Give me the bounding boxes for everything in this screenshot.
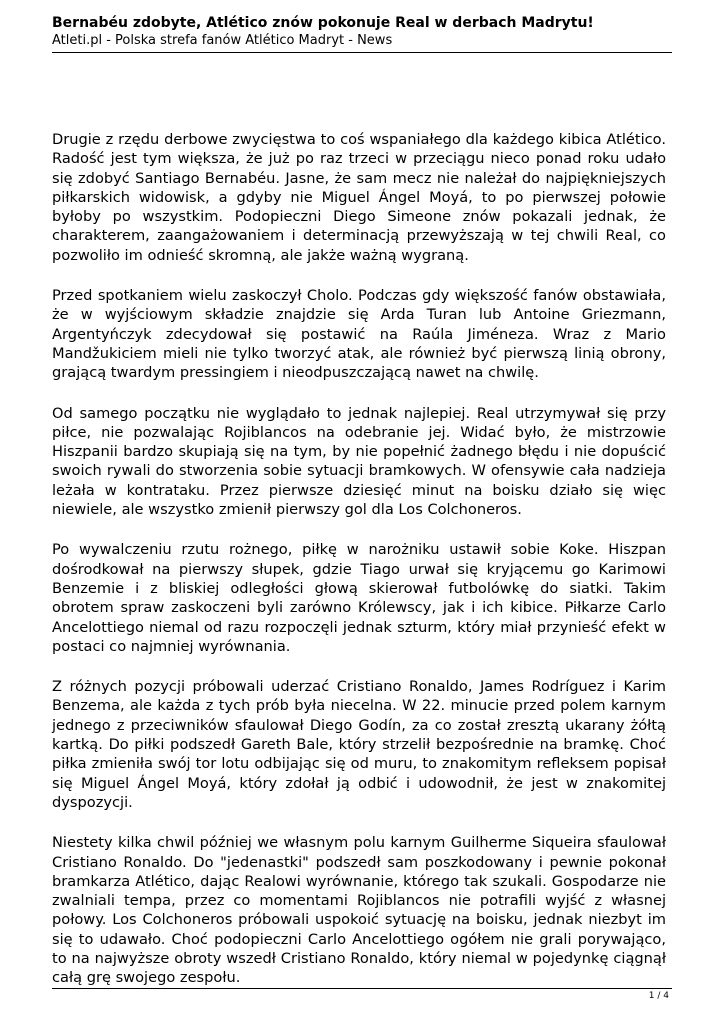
page-number: 1 / 4 [648,991,669,1001]
article-title: Bernabéu zdobyte, Atlético znów pokonuje Real w derbach Madrytu! [52,15,594,31]
article-paragraph: Drugie z rzędu derbowe zwycięstwa to coś wspaniałego dla każdego kibica Atlético. Radość jest tym większa, że już po raz trzeci w przeciągu nieco ponad roku udało się zdobyć Santiago Bernabéu. Jasne, że sam mecz nie należał do najpiękniejszych piłkarskich widowisk, a gdyby nie Miguel Ángel Moyá, to po pierwszej połowie byłoby po wszystkim. Podopieczni Diego Simeone znów pokazali jednak, że charakterem, zaangażowaniem i determinacją przewyższają w tej chwili Real, co pozwoliło im odnieść skromną, ale jakże ważną wygraną. [52,131,666,264]
article-paragraph: Po wywalczeniu rzutu rożnego, piłkę w narożniku ustawił sobie Koke. Hiszpan dośrodkował na pierwszy słupek, gdzie Tiago urwał się kryjącemu go Karimowi Benzemie i z bliskiej odległości głową skierował futbolówkę do siatki. Takim obrotem spraw zaskoczeni byli zarówno Królewscy, jak i ich kibice. Piłkarze Carlo Ancelottiego niemal od razu rozpoczęli jednak szturm, który miał przynieść efekt w postaci co najmniej wyrównania. [52,541,666,655]
article-body [52,130,666,1009]
footer-divider [52,988,672,989]
article-paragraph: Niestety kilka chwil później we własnym polu karnym Guilherme Siqueira sfaulował Cristiano Ronaldo. Do "jedenastki" podszedł sam poszkodowany i pewnie pokonał bramkarza Atlético, dając Realowi wyrównanie, którego tak szukali. Gospodarze nie zwalniali tempa, przez co momentami Rojiblancos nie potrafili wyjść z własnej połowy. Los Colchoneros próbowali uspokoić sytuację na boisku, jednak niezbyt im się to udawało. Choć podopieczni Carlo Ancelottiego ogółem nie grali porywająco, to na najwyższe obroty wszedł Cristiano Ronaldo, który niemal w pojedynkę ciągnął całą grę swojego zespołu. [52,834,666,987]
header-divider [52,52,672,53]
page-header [52,14,672,49]
site-subtitle: Atleti.pl - Polska strefa fanów Atlético Madryt - News [52,33,393,48]
article-paragraph: Z różnych pozycji próbowali uderzać Cristiano Ronaldo, James Rodríguez i Karim Benzema, ale każda z tych prób była niecelna. W 22. minucie przed polem karnym jednego z przeciwników sfaulował Diego Godín, za co został zresztą ukarany żółtą kartką. Do piłki podszedł Gareth Bale, który strzelił bezpośrednie na bramkę. Choć piłka zmieniła swój tor lotu odbijając się od muru, to znakomitym refleksem popisał się Miguel Ángel Moyá, który zdołał ją odbić i udowodnił, że jest w znakomitej dyspozycji. [52,678,666,811]
article-paragraph: Od samego początku nie wyglądało to jednak najlepiej. Real utrzymywał się przy piłce, nie pozwalając Rojiblancos na odebranie jej. Widać było, że mistrzowie Hiszpanii bardzo skupiają się na tym, by nie popełnić żadnego błędu i nie dopuścić swoich rywali do stworzenia sobie sytuacji bramkowych. W ofensywie cała nadzieja leżała w kontrataku. Przez pierwsze dziesięć minut na boisku działo się więc niewiele, ale wszystko zmienił pierwszy gol dla Los Colchoneros. [52,404,666,519]
article-paragraph: Przed spotkaniem wielu zaskoczył Cholo. Podczas gdy większość fanów obstawiała, że w wyjściowym składzie znajdzie się Arda Turan lub Antoine Griezmann, Argentyńczyk zdecydował się postawić na Raúla Jiméneza. Wraz z Mario Mandžukiciem mieli nie tylko tworzyć atak, ale również być pierwszą linią obrony, grającą twardym pressingiem i nieodpuszczającą nawet na chwilę. [52,287,666,382]
